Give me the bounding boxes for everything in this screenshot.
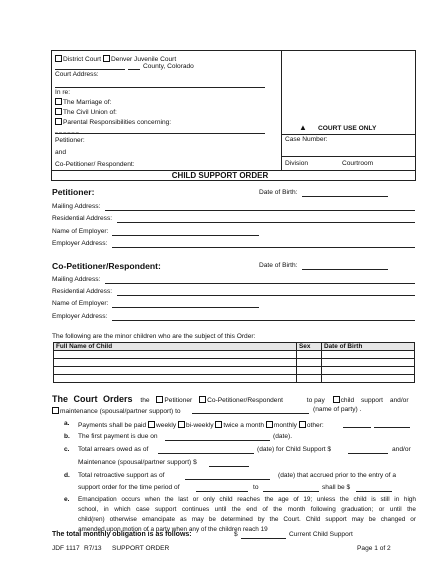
name-of-party-label: (name of party) .: [313, 406, 362, 413]
child-sex-cell[interactable]: [297, 351, 322, 359]
court-use-triangle-icon: ▲: [299, 123, 307, 132]
child-support-label: child support and/or: [340, 397, 409, 404]
co-petitioner-mailing-label: Mailing Address:: [52, 276, 101, 283]
court-use-divider: [281, 134, 416, 135]
children-table-header: [54, 343, 415, 351]
other-field-2[interactable]: [374, 427, 410, 428]
co-petitioner-residential-field[interactable]: [117, 295, 415, 296]
first-payment-date-field[interactable]: [165, 440, 270, 441]
current-support-field[interactable]: [241, 538, 286, 539]
petitioner-employer-name-label: Name of Employer:: [52, 228, 109, 235]
maintenance-row: [52, 407, 181, 416]
children-table: [53, 342, 415, 383]
arrears-label: Total arrears owed as of: [78, 446, 149, 453]
emancipation-line-1: Emancipation occurs when the last or only child reaches the age of 19; unless the child is still in high: [78, 496, 416, 503]
payments-label: Payments shall be paid: [78, 422, 147, 429]
co-petitioner-employer-address-label: Employer Address:: [52, 313, 108, 320]
parental-row: [55, 118, 171, 127]
item-e-label: e.: [64, 496, 70, 503]
court-address-label: Court Address:: [55, 71, 99, 78]
table-row: [54, 367, 415, 375]
item-c-label: c.: [64, 446, 70, 453]
parental-label: Parental Responsibilities concerning:: [63, 119, 172, 126]
petitioner-residential-label: Residential Address:: [52, 215, 113, 222]
retroactive-to-field[interactable]: [263, 491, 319, 492]
division-label: Division: [285, 160, 309, 167]
total-dollar-sign: $: [234, 531, 238, 538]
co-petitioner-employer-name-label: Name of Employer:: [52, 300, 109, 307]
parental-checkbox[interactable]: [55, 118, 62, 125]
petitioner-heading: Petitioner:: [52, 187, 95, 197]
co-petitioner-dob-label: Date of Birth:: [259, 262, 298, 269]
petitioner-residential-field[interactable]: [117, 222, 415, 223]
emancipation-paragraph: [78, 495, 416, 535]
footer-page: Page 1 of 2: [357, 545, 391, 552]
child-name-cell[interactable]: [54, 359, 297, 367]
petitioner-mailing-field[interactable]: [105, 210, 415, 211]
co-petitioner-residential-label: Residential Address:: [52, 288, 113, 295]
arrears-date-field[interactable]: [158, 453, 254, 454]
marriage-row: [55, 98, 111, 107]
monthly-label: monthly: [273, 422, 297, 429]
children-intro: The following are the minor children who are the subject of this Order:: [52, 333, 256, 340]
total-obligation-label: The total monthly obligation is as follows:: [52, 531, 192, 538]
footer-revision: R7/13: [84, 545, 102, 552]
other-checkbox[interactable]: [299, 421, 306, 428]
district-court-label: District Court: [63, 56, 102, 63]
emancipation-line-3: child(ren) otherwise emancipate as may be determined by the Court. Child support may be changed or: [78, 516, 416, 523]
retroactive-amount-field[interactable]: [356, 491, 392, 492]
child-sex-cell[interactable]: [297, 367, 322, 375]
civil-union-row: [55, 108, 117, 117]
retroactive-to-label: to: [253, 484, 259, 491]
form-title: CHILD SUPPORT ORDER: [171, 171, 269, 180]
biweekly-checkbox[interactable]: [178, 421, 185, 428]
arrears-child-support-field[interactable]: [348, 453, 388, 454]
court-use-only-label: COURT USE ONLY: [318, 125, 377, 132]
court-address-line[interactable]: [55, 87, 265, 88]
footer-form-name: SUPPORT ORDER: [112, 545, 170, 552]
co-petitioner-employer-address-field[interactable]: [112, 320, 415, 321]
maintenance-label: maintenance (spousal/partner support) to: [60, 408, 181, 415]
county-field-line-2[interactable]: [128, 69, 140, 70]
marriage-label: The Marriage of:: [63, 99, 112, 106]
district-court-checkbox[interactable]: [55, 55, 62, 62]
child-sex-header: Sex: [297, 343, 322, 351]
petitioner-employer-name-field[interactable]: [112, 235, 259, 236]
maintenance-checkbox[interactable]: [52, 407, 59, 414]
child-sex-cell[interactable]: [297, 359, 322, 367]
table-row: [54, 351, 415, 359]
orders-co-petitioner-label: Co-Petitioner/Respondent: [207, 397, 283, 404]
in-re-label: In re:: [55, 89, 71, 96]
current-support-label: Current Child Support: [289, 531, 353, 538]
item-b-label: b.: [64, 433, 70, 440]
weekly-label: weekly: [156, 422, 177, 429]
arrears-and-or: and/or: [392, 446, 411, 453]
twice-monthly-checkbox[interactable]: [215, 421, 222, 428]
orders-petitioner-label: Petitioner: [164, 397, 193, 404]
arrears-child-support-label: (date) for Child Support $: [257, 446, 332, 453]
monthly-checkbox[interactable]: [266, 421, 273, 428]
retroactive-date-field[interactable]: [185, 479, 270, 480]
co-petitioner-employer-name-field[interactable]: [112, 307, 259, 308]
emancipation-line-4: amended upon motion of a party when any of the children reach 19: [78, 526, 268, 533]
child-dob-cell[interactable]: [322, 375, 415, 383]
court-orders-heading: The Court Orders: [52, 394, 133, 404]
county-field-line[interactable]: [55, 69, 125, 70]
table-row: [54, 359, 415, 367]
civil-union-label: The Civil Union of:: [63, 109, 117, 116]
arrears-maintenance-field[interactable]: [209, 466, 249, 467]
orders-to-pay: to pay: [306, 397, 325, 404]
co-petitioner-mailing-field[interactable]: [105, 283, 415, 284]
co-petitioner-dob-field[interactable]: [302, 269, 388, 270]
retroactive-period-label: support order for the time period of: [78, 484, 180, 491]
child-name-cell[interactable]: [54, 351, 297, 359]
county-label: County, Colorado: [143, 63, 194, 70]
caption-dashes: _ _ _ _ _ _: [55, 128, 79, 134]
petitioner-dob-label: Date of Birth:: [259, 189, 298, 196]
arrears-maintenance-label: Maintenance (spousal/partner support) $: [78, 459, 197, 466]
case-number-line[interactable]: [281, 156, 416, 157]
child-dob-cell[interactable]: [322, 359, 415, 367]
retroactive-label: Total retroactive support as of: [78, 472, 165, 479]
court-orders-row: [52, 395, 409, 405]
footer-form-id: JDF 1117: [52, 545, 80, 552]
biweekly-label: bi-weekly: [186, 422, 214, 429]
item-a-row: [78, 421, 324, 430]
civil-union-checkbox[interactable]: [55, 108, 62, 115]
item-a-label: a.: [64, 420, 70, 427]
orders-co-petitioner-checkbox[interactable]: [199, 396, 206, 403]
petitioner-employer-address-label: Employer Address:: [52, 240, 108, 247]
orders-the: the: [140, 397, 150, 404]
weekly-checkbox[interactable]: [148, 421, 155, 428]
child-name-header: Full Name of Child: [54, 343, 297, 351]
party-name-field[interactable]: [192, 413, 309, 414]
and-label: and: [55, 149, 67, 156]
item-d-label: d.: [64, 472, 70, 479]
co-petitioner-caption-label: Co-Petitioner/ Respondent:: [55, 161, 135, 168]
petitioner-employer-address-field[interactable]: [112, 247, 415, 248]
other-field[interactable]: [343, 427, 371, 428]
co-petitioner-heading: Co-Petitioner/Respondent:: [52, 261, 161, 271]
other-label: other:: [306, 422, 324, 429]
petitioner-dob-field[interactable]: [302, 196, 388, 197]
table-row: [54, 375, 415, 383]
court-use-box: [281, 50, 416, 171]
case-number-label: Case Number:: [285, 136, 328, 143]
juvenile-court-label: Denver Juvenile Court: [110, 56, 177, 63]
child-sex-cell[interactable]: [297, 375, 322, 383]
emancipation-line-2: school, in which case support continues until the end of the month following graduation; or until the: [78, 506, 416, 513]
orders-petitioner-checkbox[interactable]: [156, 396, 163, 403]
petitioner-caption-label: Petitioner:: [55, 137, 85, 144]
parties-line[interactable]: [55, 133, 265, 134]
child-support-checkbox[interactable]: [333, 396, 340, 403]
first-payment-label: The first payment is due on: [78, 433, 158, 440]
twice-monthly-label: twice a month: [223, 422, 265, 429]
child-name-cell[interactable]: [54, 367, 297, 375]
retroactive-date-label: (date) that accrued prior to the entry of a: [278, 472, 397, 479]
child-dob-cell[interactable]: [322, 351, 415, 359]
first-payment-date-label: (date).: [273, 433, 293, 440]
child-name-cell[interactable]: [54, 375, 297, 383]
child-dob-cell[interactable]: [322, 367, 415, 375]
courtroom-label: Courtroom: [342, 160, 374, 167]
juvenile-court-checkbox[interactable]: [103, 55, 110, 62]
petitioner-mailing-label: Mailing Address:: [52, 203, 101, 210]
retroactive-from-field[interactable]: [196, 491, 248, 492]
child-dob-header: Date of Birth: [322, 343, 415, 351]
retroactive-shall-label: shall be $: [322, 484, 351, 491]
marriage-checkbox[interactable]: [55, 98, 62, 105]
